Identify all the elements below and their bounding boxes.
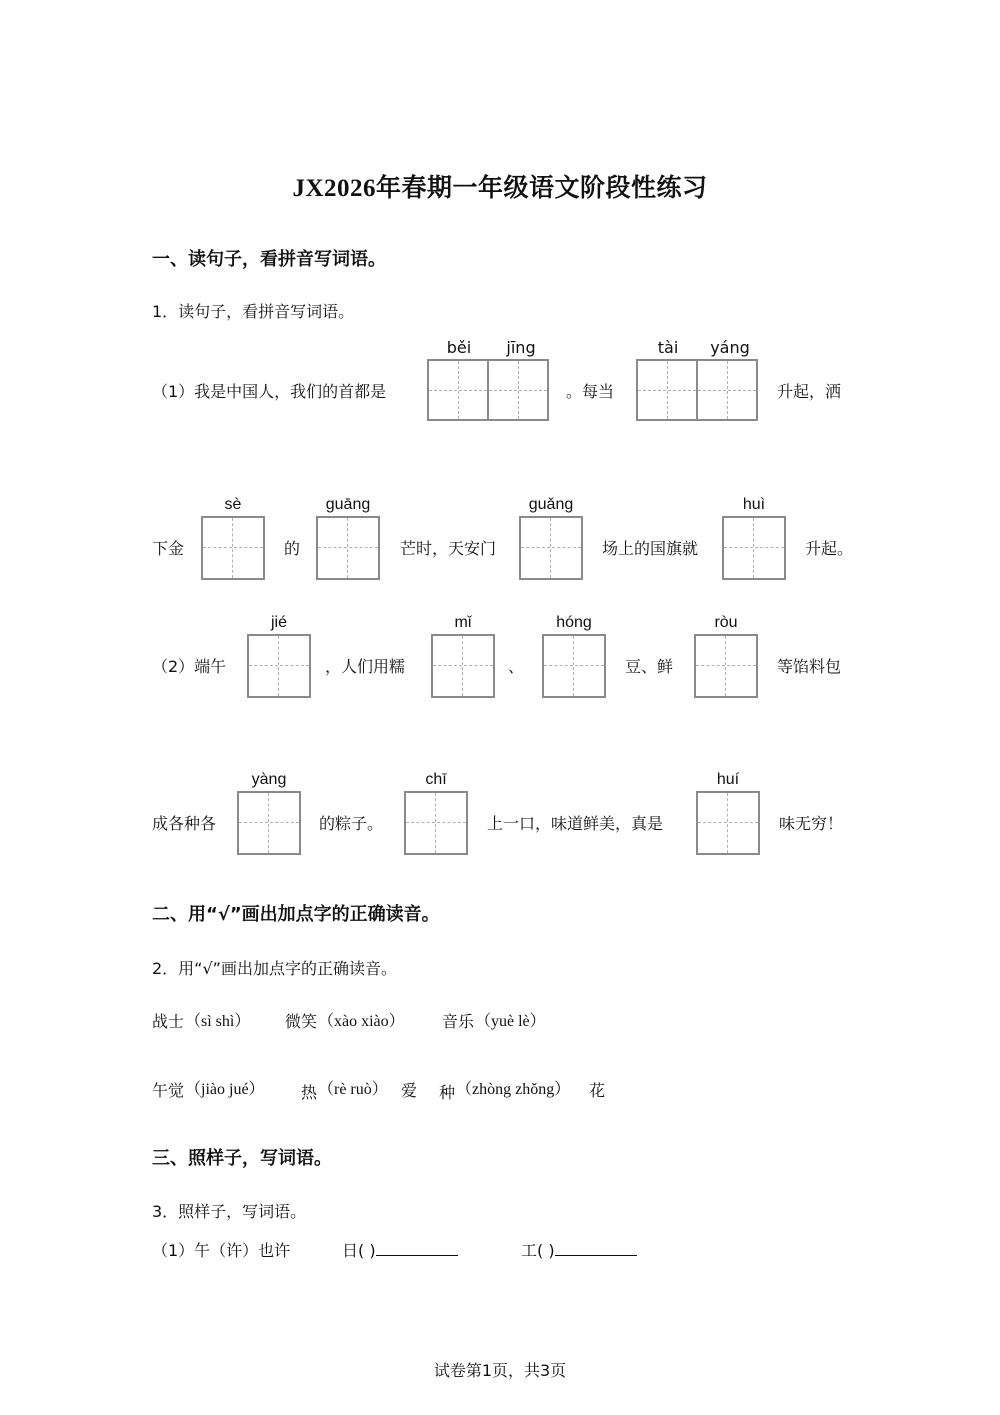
pinyin-choice-1[interactable]: （sì shì） xyxy=(185,1013,251,1030)
pinyin-chi: chī xyxy=(425,771,447,788)
sentence4-b: 的粽子。 xyxy=(319,814,384,833)
pinyin-tai: tài xyxy=(657,338,679,357)
writing-box-guang3[interactable] xyxy=(519,516,583,580)
sentence3-a: （2）端午 xyxy=(152,657,227,676)
sentence1-mid: 。每当 xyxy=(566,382,615,401)
question-1: 1．读句子，看拼音写词语。 xyxy=(152,302,355,321)
pinyin-choice-5[interactable]: （rè ruò） xyxy=(318,1081,388,1098)
pinyin-yang4: yàng xyxy=(251,771,287,788)
writing-box-rou[interactable] xyxy=(694,634,758,698)
writing-grid-taiyang[interactable] xyxy=(636,359,760,421)
word-zhanshi: 战士 xyxy=(152,1012,185,1031)
sentence1-prefix: （1）我是中国人，我们的首都是 xyxy=(152,382,387,401)
pinyin-mi: mǐ xyxy=(454,614,472,631)
blank-gong-label: 工( ) xyxy=(521,1241,555,1260)
pinyin-hui2: huí xyxy=(716,771,740,788)
sentence4-d: 味无穷！ xyxy=(779,814,844,833)
pinyin-yang: yáng xyxy=(710,338,750,357)
sentence2-b: 的 xyxy=(284,539,301,558)
pinyin-rou: ròu xyxy=(714,614,738,631)
writing-box-jie[interactable] xyxy=(247,634,311,698)
section-1-heading: 一、读句子，看拼音写词语。 xyxy=(152,249,386,270)
pinyin-taiyang xyxy=(637,338,761,357)
sentence3-b: ，人们用糯 xyxy=(325,657,406,676)
word-re: 热 xyxy=(301,1083,318,1102)
sentence4-a: 成各种各 xyxy=(152,814,217,833)
pinyin-hui4: huì xyxy=(742,496,766,513)
page-footer: 试卷第1页，共3页 xyxy=(433,1361,567,1380)
sentence3-e: 等馅料包 xyxy=(777,657,842,676)
sentence3-d: 豆、鲜 xyxy=(625,657,674,676)
writing-box-hui2[interactable] xyxy=(696,791,760,855)
writing-box-hong[interactable] xyxy=(542,634,606,698)
pinyin-hong: hóng xyxy=(556,614,592,631)
pinyin-se: sè xyxy=(224,496,242,513)
word-zhong: 种 xyxy=(439,1083,456,1102)
section-3-heading: 三、照样子，写词语。 xyxy=(152,1148,332,1169)
pinyin-jing: jīng xyxy=(506,338,536,357)
pinyin-choice-2[interactable]: （xào xiào） xyxy=(318,1013,405,1030)
section-2-heading: 二、用“√”画出加点字的正确读音。 xyxy=(152,904,440,925)
question-2: 2．用“√”画出加点字的正确读音。 xyxy=(152,959,397,978)
grid-cell[interactable] xyxy=(636,359,698,421)
word-wujiao: 午觉 xyxy=(152,1081,185,1100)
pinyin-choice-3[interactable]: （yuè lè） xyxy=(475,1013,546,1030)
writing-box-mi[interactable] xyxy=(431,634,495,698)
word-yinyue: 音乐 xyxy=(442,1012,475,1031)
answer-line[interactable] xyxy=(555,1241,637,1256)
writing-box-chi[interactable] xyxy=(404,791,468,855)
sentence3-c: 、 xyxy=(508,657,525,676)
sentence2-a: 下金 xyxy=(152,539,185,558)
pinyin-guang3: guǎng xyxy=(528,496,574,513)
pinyin-guang1: guāng xyxy=(325,496,371,513)
answer-line[interactable] xyxy=(376,1241,458,1256)
grid-cell[interactable] xyxy=(487,359,549,421)
writing-box-hui4[interactable] xyxy=(722,516,786,580)
grid-cell[interactable] xyxy=(696,359,758,421)
word-ai: 爱 xyxy=(401,1081,418,1100)
word-weixiao: 微笑 xyxy=(285,1012,318,1031)
question-3: 3．照样子，写词语。 xyxy=(152,1202,307,1221)
blank-ri[interactable] xyxy=(342,1238,458,1261)
writing-box-se[interactable] xyxy=(201,516,265,580)
word-hua: 花 xyxy=(589,1081,606,1100)
pinyin-jie: jié xyxy=(270,614,287,631)
pinyin-beijing xyxy=(428,338,552,357)
sentence4-c: 上一口，味道鲜美，真是 xyxy=(487,814,664,833)
pinyin-choice-4[interactable]: （jiào jué） xyxy=(185,1081,265,1098)
sentence1-end: 升起，洒 xyxy=(777,382,842,401)
pinyin-bei: běi xyxy=(446,338,472,357)
example-wuxu: （1）午（许）也许 xyxy=(152,1241,291,1260)
sentence2-e: 升起。 xyxy=(805,539,854,558)
blank-ri-label: 日( ) xyxy=(342,1241,376,1260)
sentence2-d: 场上的国旗就 xyxy=(602,539,699,558)
grid-cell[interactable] xyxy=(427,359,489,421)
sentence2-c: 芒时，天安门 xyxy=(400,539,497,558)
blank-gong[interactable] xyxy=(521,1238,637,1261)
writing-box-guang1[interactable] xyxy=(316,516,380,580)
page-title: JX2026年春期一年级语文阶段性练习 xyxy=(292,175,708,202)
pinyin-choice-6[interactable]: （zhòng zhǒng） xyxy=(456,1081,571,1098)
writing-grid-beijing[interactable] xyxy=(427,359,551,421)
writing-box-yang4[interactable] xyxy=(237,791,301,855)
